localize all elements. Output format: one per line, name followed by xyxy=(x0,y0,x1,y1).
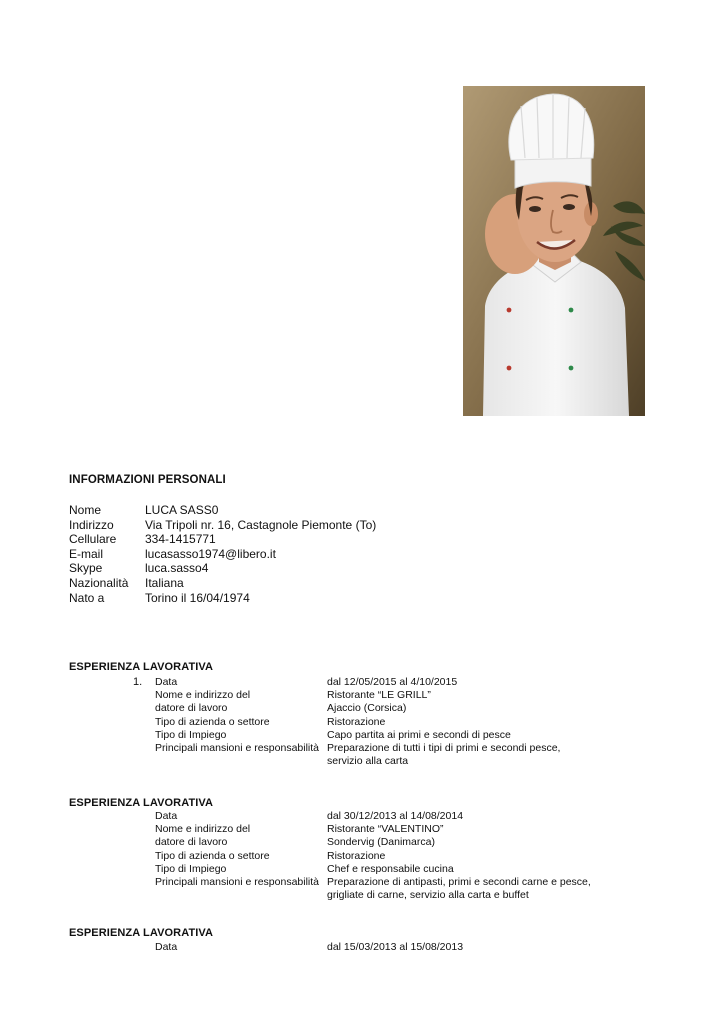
experience-value: Preparazione di tutti i tipi di primi e secondi pesce, xyxy=(327,741,561,754)
experience-value: dal 12/05/2015 al 4/10/2015 xyxy=(327,676,458,688)
experience-label: Nome e indirizzo del xyxy=(155,689,251,702)
personal-info-label: Nazionalità xyxy=(69,575,129,590)
experience-row xyxy=(0,836,724,849)
experience-row xyxy=(0,823,724,836)
experience-label: Nome e indirizzo del xyxy=(155,823,251,836)
experience-row xyxy=(0,689,724,702)
experience-label: Tipo di Impiego xyxy=(155,862,227,875)
personal-info-value: Via Tripoli nr. 16, Castagnole Piemonte (To) xyxy=(145,517,377,532)
experience-value: grigliate di carne, servizio alla carta e buffet xyxy=(327,889,529,902)
experience-label: Principali mansioni e responsabilità xyxy=(155,875,320,888)
work-experience-block xyxy=(0,676,724,768)
experience-row xyxy=(0,941,724,954)
personal-info-label: Nome xyxy=(69,503,102,517)
experience-value: Chef e responsabile cucina xyxy=(327,862,454,875)
experience-row xyxy=(0,755,724,768)
experience-value: servizio alla carta xyxy=(327,755,409,768)
experience-value: Ajaccio (Corsica) xyxy=(327,702,407,715)
experience-label: Data xyxy=(155,810,178,822)
experience-label: Tipo di Impiego xyxy=(155,728,227,741)
experience-value: Ristorazione xyxy=(327,849,386,862)
experience-number: 1. xyxy=(133,676,143,688)
personal-info-label: Cellulare xyxy=(69,532,117,547)
experience-value: Ristorante “VALENTINO” xyxy=(327,823,444,836)
work-experience-heading: ESPERIENZA LAVORATIVA xyxy=(69,661,214,673)
experience-row xyxy=(0,702,724,715)
experience-value: dal 15/03/2013 al 15/08/2013 xyxy=(327,941,464,953)
personal-info-label: Skype xyxy=(69,561,103,576)
work-experience-block xyxy=(0,941,724,954)
experience-row xyxy=(0,676,724,689)
experience-label: datore di lavoro xyxy=(155,836,228,849)
experience-value: Preparazione di antipasti, primi e secondi carne e pesce, xyxy=(327,875,591,888)
experience-row xyxy=(0,876,724,889)
experience-row xyxy=(0,810,724,823)
experience-label: datore di lavoro xyxy=(155,702,228,715)
work-experience-block xyxy=(0,810,724,902)
work-experience-heading: ESPERIENZA LAVORATIVA xyxy=(69,797,214,809)
work-experience-heading: ESPERIENZA LAVORATIVA xyxy=(69,927,214,939)
experience-label: Tipo di azienda o settore xyxy=(155,849,270,862)
experience-label: Data xyxy=(155,676,178,688)
personal-info-heading: INFORMAZIONI PERSONALI xyxy=(69,474,226,486)
personal-info-value: 334-1415771 xyxy=(145,532,216,547)
experience-row xyxy=(0,850,724,863)
personal-info-value: LUCA SASS0 xyxy=(145,503,219,517)
personal-info-value: lucasasso1974@libero.it xyxy=(145,546,276,561)
experience-row xyxy=(0,716,724,729)
personal-info-label: Indirizzo xyxy=(69,517,114,532)
personal-info-label: E-mail xyxy=(69,546,104,561)
experience-value: Sondervig (Danimarca) xyxy=(327,836,435,849)
experience-value: Ristorazione xyxy=(327,715,386,728)
experience-value: Capo partita ai primi e secondi di pesce xyxy=(327,728,511,741)
personal-info-value: luca.sasso4 xyxy=(145,561,209,576)
experience-row xyxy=(0,742,724,755)
experience-row xyxy=(0,729,724,742)
experience-value: dal 30/12/2013 al 14/08/2014 xyxy=(327,810,464,822)
experience-label: Tipo di azienda o settore xyxy=(155,715,270,728)
experience-label: Data xyxy=(155,941,178,953)
personal-info-label: Nato a xyxy=(69,590,105,605)
personal-info-value: Torino il 16/04/1974 xyxy=(145,590,250,605)
experience-row xyxy=(0,889,724,902)
experience-row xyxy=(0,863,724,876)
experience-label: Principali mansioni e responsabilità xyxy=(155,741,320,754)
experience-value: Ristorante “LE GRILL” xyxy=(327,689,431,702)
personal-info-value: Italiana xyxy=(145,575,184,590)
profile-photo xyxy=(463,86,645,416)
